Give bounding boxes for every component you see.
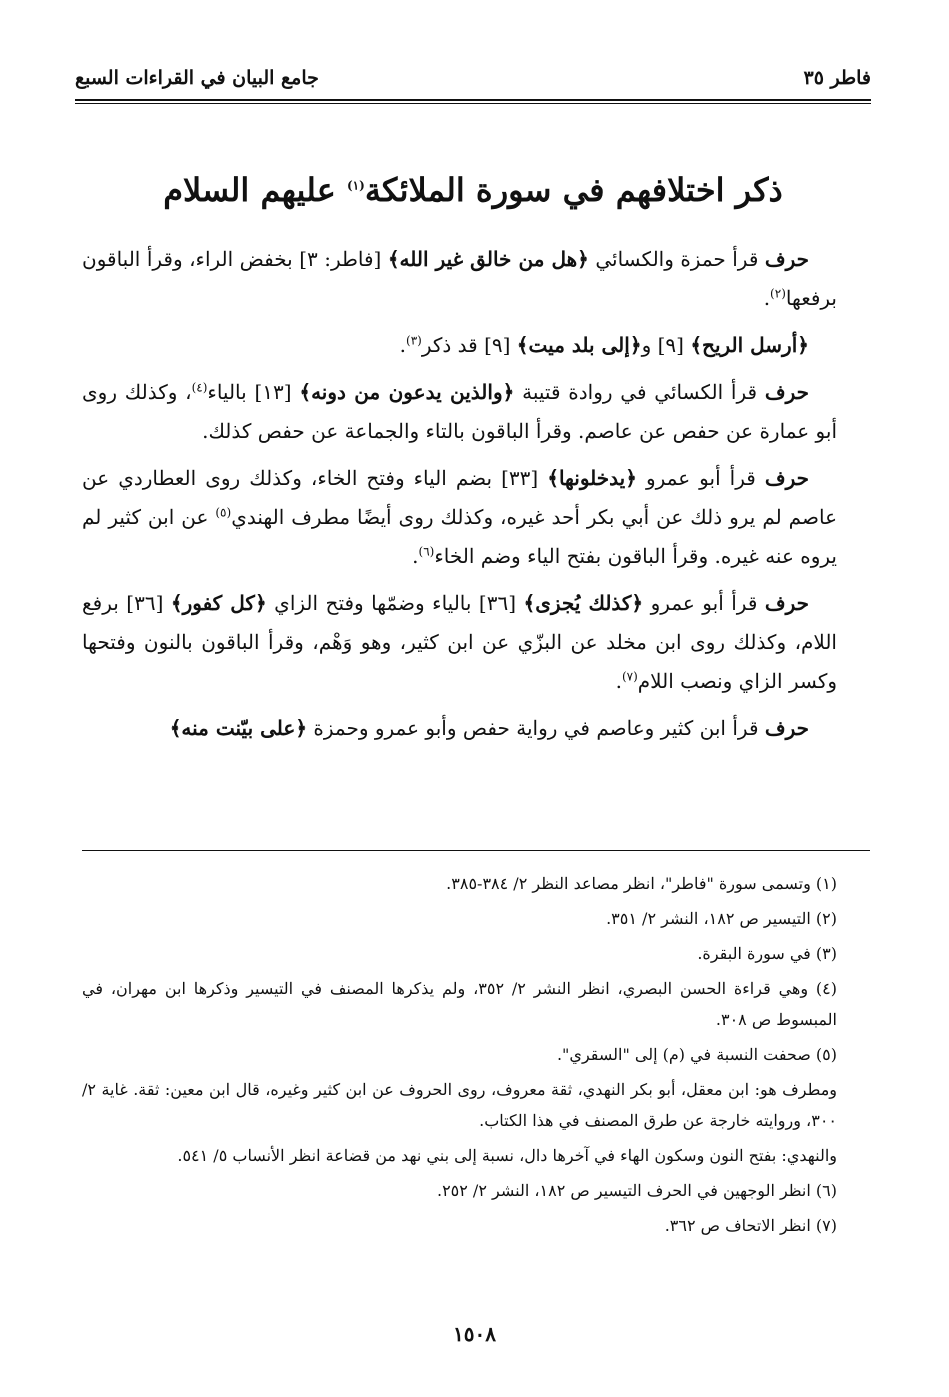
paragraph-5 [82, 584, 837, 701]
headword: حرف [764, 716, 809, 740]
paragraph-text: [٣٣] بضم الياء وفتح الخاء، وكذلك روى العطاردي عن عاصم لم يرو ذلك عن أبي بكر أحد غيره، وكذلك روى أيضًا مطرف الهندي [82, 466, 837, 529]
footnote-3: (٣) في سورة البقرة. [697, 944, 837, 963]
chapter-title [75, 170, 871, 212]
paragraph-3 [82, 373, 837, 451]
quran-quote: ﴿إلى بلد ميت﴾ [516, 333, 642, 357]
footnote-7: (٧) انظر الاتحاف ص ٣٦٢. [664, 1216, 837, 1235]
headword: حرف [764, 466, 809, 490]
quran-quote: ﴿والذين يدعون من دونه﴾ [299, 380, 515, 404]
quran-quote: ﴿كل كفور﴾ [170, 591, 267, 615]
chapter-title-suffix: عليهم السلام [163, 171, 347, 209]
header-rule [75, 99, 871, 104]
paragraph-text: عن ابن كثير لم يروه عنه غيره. وقرأ الباقون بفتح الياء وضم الخاء [82, 505, 837, 568]
footnote-1: (١) وتسمى سورة "فاطر"، انظر مصاعد النظر ٢/ ٣٨٤-٣٨٥. [446, 874, 837, 893]
paragraph-2 [82, 326, 837, 365]
quran-quote: ﴿يدخلونها﴾ [547, 466, 637, 490]
paragraph-text: . [399, 333, 406, 357]
footnotes [82, 868, 837, 1245]
footnote-5-continued-2: والنهدي: بفتح النون وسكون الهاء في آخرها دال، نسبة إلى بني نهد من قضاعة انظر الأنساب ٥/ ٥٤١. [177, 1146, 837, 1165]
paragraph-text: [١٣] بالياء [207, 380, 300, 404]
footnote-2: (٢) التيسير ص ١٨٢، النشر ٢/ ٣٥١. [606, 909, 837, 928]
footnote-ref: (٦) [418, 544, 435, 559]
paragraph-text: قرأ حمزة والكسائي [588, 247, 765, 271]
headword: حرف [764, 380, 809, 404]
quran-quote: ﴿أرسل الريح﴾ [690, 333, 809, 357]
paragraph-text: قرأ ابن كثير وعاصم في رواية حفص وأبو عمرو وحمزة [307, 716, 765, 740]
footnote-4: (٤) وهي قراءة الحسن البصري، انظر النشر ٢/ ٣٥٢، ولم يذكرها المصنف في التيسير وذكرها ابن مهران، في المبسوط ص ٣٠٨. [82, 979, 838, 1029]
headword: حرف [764, 591, 809, 615]
chapter-title-text: ذكر اختلافهم في سورة الملائكة [364, 171, 783, 209]
quran-quote: ﴿كذلك يُجزى﴾ [523, 591, 644, 615]
paragraph-text: ، وكذلك روى أبو عمارة عن حفص عن عاصم. وقرأ الباقون بالتاء والجماعة عن حفص كذلك. [82, 380, 837, 443]
footnote-5-continued: ومطرف هو: ابن معقل، أبو بكر النهدي، ثقة معروف، روى الحروف عن ابن كثير وغيره، قال ابن معين: ثقة. غاية ٢/ ٣٠٠، وروايته خارجة عن طرق المصنف في هذا الكتاب. [82, 1080, 837, 1130]
footnote-6: (٦) انظر الوجهين في الحرف التيسير ص ١٨٢، النشر ٢/ ٢٥٢. [436, 1181, 837, 1200]
paragraph-text: . [763, 286, 771, 310]
footnote-5: (٥) صحفت النسبة في (م) إلى "السقري". [556, 1045, 837, 1064]
footnote-ref: (١) [346, 178, 365, 193]
paragraph-6 [82, 709, 837, 748]
paragraph-text: . [412, 544, 419, 568]
footnote-ref: (٤) [191, 380, 208, 395]
footnote-ref: (٧) [621, 669, 638, 684]
paragraph-text: قرأ أبو عمرو [636, 466, 765, 490]
running-header-surah: فاطر ٣٥ [803, 67, 871, 89]
paragraph-text: [٣٦] بالياء وضمّها وفتح الزاي [266, 591, 524, 615]
running-header-book-title: جامع البيان في القراءات السبع [75, 67, 319, 89]
main-text [82, 240, 837, 756]
footnote-ref: (٢) [770, 286, 786, 301]
footnote-ref: (٥) [215, 505, 232, 520]
page-number: ١٥٠٨ [453, 1322, 496, 1346]
paragraph-text: قرأ أبو عمرو [643, 591, 765, 615]
paragraph-text: [٩] قد ذكر [421, 333, 517, 357]
paragraph-text: [فاطر: ٣] بخفض الراء، وقرأ الباقون برفعها [82, 247, 837, 310]
paragraph-1 [82, 240, 837, 318]
paragraph-text: قرأ الكسائي في روادة قتيبة [514, 380, 765, 404]
paragraph-text: [٩] و [641, 333, 691, 357]
running-header [75, 62, 871, 94]
footnote-ref: (٣) [406, 333, 422, 348]
quran-quote: ﴿هل من خالق غير الله﴾ [387, 247, 589, 271]
footnote-rule [82, 850, 870, 851]
paragraph-text: . [615, 669, 622, 693]
paragraph-text: [٣٦] برفع اللام، وكذلك روى ابن مخلد عن البزّي عن ابن كثير، وهو وَهْم، وقرأ الباقون بالنون وفتحها وكسر الزاي ونصب اللام [82, 591, 837, 693]
headword: حرف [764, 247, 809, 271]
paragraph-4 [82, 459, 837, 576]
quran-quote: ﴿على بيّنت منه﴾ [169, 716, 308, 740]
